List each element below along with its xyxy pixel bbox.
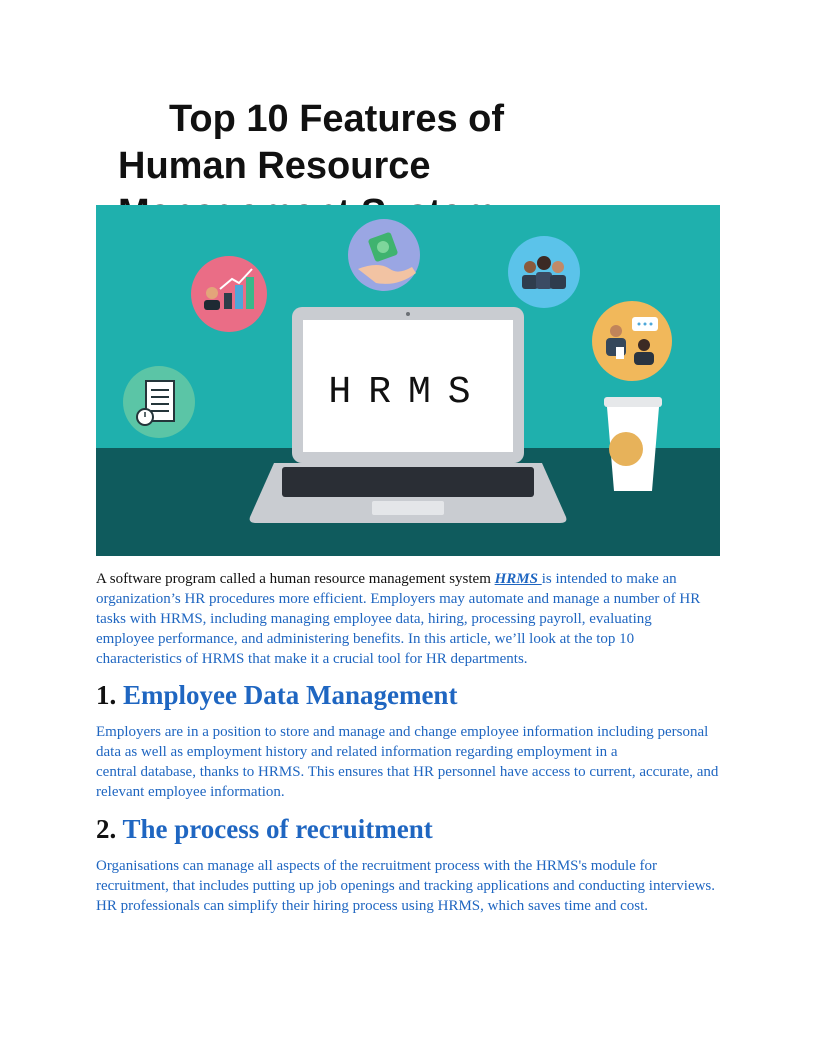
intro-paragraph <box>96 569 720 669</box>
intro-rest-1: is intended to make an organization’s HR procedures more efficient. Employers may automate and manage a number of HR tasks with HRMS, including managing employee data, hiring, processing payroll, evaluating <box>96 571 701 627</box>
section-body-employee-data <box>96 722 720 802</box>
meeting-icon <box>592 301 672 381</box>
checklist-clock-icon <box>123 366 195 438</box>
title-line-1: Top 10 Features of <box>169 98 505 140</box>
section-heading-employee-data <box>96 679 457 711</box>
title-block <box>118 96 638 208</box>
section-body-1: Organisations can manage all aspects of the recruitment process with the HRMS's module for recruitment, that includes putting up job openings and tracking applications and conducting interviews. HR professionals can simplify their hiring process using HRMS, which saves time and cost. <box>96 858 716 914</box>
laptop-illustration <box>250 307 567 523</box>
section-number: 2. <box>96 814 117 844</box>
title-line-2: Human Resource <box>118 145 431 187</box>
laptop-screen-text: HRMS <box>328 371 488 414</box>
hrms-hero-illustration <box>96 205 720 556</box>
hrms-link[interactable]: HRMS <box>494 571 542 587</box>
money-hand-icon <box>348 219 420 291</box>
intro-rest-2: employee performance, and administering benefits. In this article, we’ll look at the top 10 characteristics of HRMS that make it a crucial tool for HR departments. <box>96 631 635 667</box>
section-heading-text: The process of recruitment <box>122 814 433 844</box>
section-number: 1. <box>96 680 117 710</box>
section-body-2: central database, thanks to HRMS. This ensures that HR personnel have access to current, accurate, and relevant employee information. <box>96 764 719 800</box>
section-heading-recruitment <box>96 813 433 845</box>
growth-chart-icon <box>191 256 267 332</box>
section-body-recruitment <box>96 856 720 916</box>
team-icon <box>508 236 580 308</box>
section-heading-text: Employee Data Management <box>123 680 458 710</box>
intro-lead: A software program called a human resource management system <box>96 571 495 587</box>
section-body-1: Employers are in a position to store and manage and change employee information including personal data as well as employment history and related information regarding employment in a <box>96 724 709 760</box>
